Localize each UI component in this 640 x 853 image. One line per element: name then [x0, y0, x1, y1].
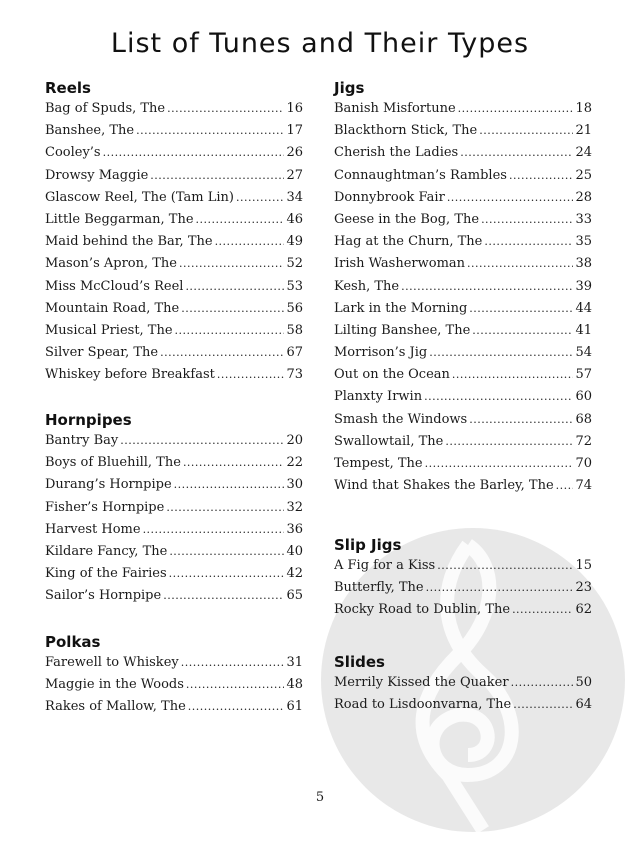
- tune-page: 36: [286, 521, 303, 537]
- tune-page: 16: [286, 101, 303, 116]
- dot-leader: [179, 253, 284, 275]
- tune-entry: [45, 674, 303, 696]
- dot-leader: [103, 142, 285, 164]
- tune-name: Blackthorn Stick, The: [334, 123, 478, 139]
- tune-page: 61: [286, 699, 303, 715]
- dot-leader: [484, 231, 573, 253]
- tune-name: Mountain Road, The: [45, 300, 180, 316]
- tune-entry: [45, 276, 303, 298]
- tune-name: Swallowtail, The: [334, 433, 444, 449]
- tune-entry: [334, 276, 592, 298]
- tune-entry: [45, 652, 303, 674]
- tune-entry: [45, 320, 303, 342]
- tune-page: 24: [575, 145, 592, 161]
- tune-page: 50: [575, 675, 592, 690]
- dot-leader: [509, 165, 573, 187]
- tune-entry: [334, 209, 592, 231]
- dot-leader: [511, 672, 574, 694]
- tune-entry: [45, 165, 303, 187]
- tune-entry: [45, 120, 303, 142]
- section-jigs: [334, 78, 592, 497]
- dot-leader: [426, 577, 574, 599]
- tune-entry: [334, 431, 592, 453]
- dot-leader: [181, 652, 285, 674]
- tune-page: 26: [286, 145, 303, 161]
- dot-leader: [143, 519, 285, 541]
- dot-leader: [236, 187, 284, 209]
- tune-page: 67: [286, 345, 303, 361]
- tune-name: Silver Spear, The: [45, 345, 159, 361]
- dot-leader: [425, 453, 574, 475]
- dot-leader: [167, 98, 284, 120]
- tune-name: Butterfly, The: [334, 580, 424, 596]
- tune-name: King of the Fairies: [45, 566, 167, 582]
- tune-page: 41: [575, 322, 592, 338]
- tune-page: 57: [575, 367, 592, 383]
- tune-name: Farewell to Whiskey: [45, 655, 179, 670]
- tune-entry: [45, 142, 303, 164]
- tune-page: 39: [575, 278, 592, 294]
- dot-leader: [472, 320, 573, 342]
- tune-entry: [334, 364, 592, 386]
- dot-leader: [215, 231, 285, 253]
- dot-leader: [196, 209, 285, 231]
- tune-entry: [334, 342, 592, 364]
- section-slip-jigs: [334, 535, 592, 622]
- dot-leader: [120, 430, 284, 452]
- dot-leader: [469, 409, 573, 431]
- tune-entry: [45, 519, 303, 541]
- tune-name: Lark in the Morning: [334, 300, 468, 316]
- tune-name: Irish Washerwoman: [334, 256, 466, 272]
- tune-name: Maid behind the Bar, The: [45, 234, 213, 250]
- tune-name: Wind that Shakes the Barley, The: [334, 478, 554, 494]
- tune-name: Glascow Reel, The (Tam Lin): [45, 189, 234, 205]
- tune-entry: [334, 298, 592, 320]
- tune-name: Cooley’s: [45, 145, 101, 161]
- dot-leader: [150, 165, 284, 187]
- tune-name: Musical Priest, The: [45, 322, 173, 338]
- section-heading: Jigs: [334, 79, 365, 97]
- dot-leader: [181, 298, 284, 320]
- tune-name: Morrison’s Jig: [334, 345, 428, 361]
- tune-name: Cherish the Ladies: [334, 145, 459, 161]
- dot-leader: [556, 475, 574, 497]
- tune-page: 25: [575, 167, 592, 183]
- dot-leader: [401, 276, 573, 298]
- dot-leader: [467, 253, 573, 275]
- tune-page: 60: [575, 389, 592, 405]
- tune-entry: [45, 187, 303, 209]
- tune-page: 73: [286, 367, 303, 383]
- tune-page: 32: [286, 499, 303, 515]
- tune-entry: [45, 497, 303, 519]
- tune-name: Bag of Spuds, The: [45, 101, 166, 116]
- tune-name: Donnybrook Fair: [334, 189, 445, 205]
- tune-name: Little Beggarman, The: [45, 211, 194, 227]
- section-heading: Slides: [334, 653, 385, 671]
- tune-name: Tempest, The: [334, 456, 423, 471]
- tune-entry: [45, 231, 303, 253]
- tune-page: 22: [286, 455, 303, 471]
- tune-page: 17: [286, 123, 303, 139]
- tune-name: Sailor’s Hornpipe: [45, 588, 162, 604]
- page-number: 5: [315, 790, 325, 805]
- tune-entry: [45, 474, 303, 496]
- dot-leader: [169, 541, 284, 563]
- tune-page: 49: [286, 234, 303, 250]
- dot-leader: [183, 452, 285, 474]
- dot-leader: [174, 474, 285, 496]
- tune-name: Bantry Bay: [45, 433, 119, 448]
- tune-page: 64: [575, 697, 592, 713]
- section-heading: Hornpipes: [45, 411, 132, 429]
- tune-name: Connaughtman’s Rambles: [334, 167, 507, 183]
- tune-name: Durang’s Hornpipe: [45, 477, 172, 493]
- tune-entry: [334, 120, 592, 142]
- tune-page: 20: [286, 433, 303, 448]
- tune-page: 52: [286, 256, 303, 272]
- tune-entry: [334, 98, 592, 120]
- tune-name: Planxty Irwin: [334, 389, 423, 405]
- tune-name: Merrily Kissed the Quaker: [334, 675, 509, 690]
- tune-entry: [334, 320, 592, 342]
- tune-page: 58: [286, 322, 303, 338]
- dot-leader: [458, 98, 574, 120]
- tune-name: Miss McCloud’s Reel: [45, 278, 184, 294]
- tune-entry: [45, 98, 303, 120]
- tune-entry: [45, 209, 303, 231]
- tune-name: Drowsy Maggie: [45, 167, 149, 183]
- dot-leader: [512, 599, 573, 621]
- tune-page: 21: [575, 123, 592, 139]
- tune-entry: [334, 409, 592, 431]
- tune-entry: [45, 585, 303, 607]
- dot-leader: [185, 276, 284, 298]
- tune-entry: [45, 342, 303, 364]
- dot-leader: [217, 364, 285, 386]
- tune-entry: [334, 577, 592, 599]
- tune-page: 23: [575, 580, 592, 596]
- tune-entry: [334, 187, 592, 209]
- tune-page: 33: [575, 211, 592, 227]
- tune-name: Boys of Bluehill, The: [45, 455, 181, 471]
- tune-entry: [334, 672, 592, 694]
- dot-leader: [445, 431, 573, 453]
- tune-entry: [45, 563, 303, 585]
- dot-leader: [429, 342, 573, 364]
- tune-page: 31: [286, 655, 303, 670]
- tune-entry: [334, 694, 592, 716]
- tune-page: 15: [575, 558, 592, 573]
- dot-leader: [460, 142, 573, 164]
- tune-page: 35: [575, 234, 592, 250]
- tune-page: 70: [575, 456, 592, 471]
- tune-entry: [334, 386, 592, 408]
- dot-leader: [479, 120, 573, 142]
- tune-page: 65: [286, 588, 303, 604]
- tune-name: Rakes of Mallow, The: [45, 699, 186, 715]
- tune-page: 46: [286, 211, 303, 227]
- section-reels: [45, 78, 303, 386]
- tune-entry: [45, 696, 303, 718]
- section-hornpipes: [45, 410, 303, 608]
- tune-name: Kildare Fancy, The: [45, 543, 168, 559]
- dot-leader: [513, 694, 573, 716]
- tune-entry: [334, 142, 592, 164]
- tune-page: 62: [575, 602, 592, 618]
- tune-name: Fisher’s Hornpipe: [45, 499, 165, 515]
- dot-leader: [447, 187, 574, 209]
- tune-page: 40: [286, 543, 303, 559]
- tune-entry: [334, 453, 592, 475]
- tune-page: 34: [286, 189, 303, 205]
- tune-name: Kesh, The: [334, 278, 400, 294]
- tune-page: 18: [575, 101, 592, 116]
- tune-page: 38: [575, 256, 592, 272]
- tune-page: 74: [575, 478, 592, 494]
- tune-name: A Fig for a Kiss: [334, 558, 436, 573]
- tune-page: 28: [575, 189, 592, 205]
- tune-name: Lilting Banshee, The: [334, 322, 471, 338]
- tune-entry: [334, 555, 592, 577]
- tune-name: Mason’s Apron, The: [45, 256, 177, 272]
- dot-leader: [163, 585, 284, 607]
- dot-leader: [175, 320, 285, 342]
- tune-name: Maggie in the Woods: [45, 677, 184, 693]
- dot-leader: [136, 120, 284, 142]
- tune-name: Banshee, The: [45, 123, 135, 139]
- tune-page: 72: [575, 433, 592, 449]
- tune-entry: [45, 298, 303, 320]
- tune-page: 56: [286, 300, 303, 316]
- dot-leader: [481, 209, 573, 231]
- tune-page: 44: [575, 300, 592, 316]
- tune-page: 27: [286, 167, 303, 183]
- tune-page: 48: [286, 677, 303, 693]
- tune-name: Smash the Windows: [334, 411, 468, 427]
- tune-entry: [45, 364, 303, 386]
- dot-leader: [437, 555, 573, 577]
- dot-leader: [452, 364, 574, 386]
- tune-entry: [334, 475, 592, 497]
- section-slides: [334, 652, 592, 716]
- tune-entry: [45, 253, 303, 275]
- tune-name: Hag at the Churn, The: [334, 234, 483, 250]
- tune-name: Rocky Road to Dublin, The: [334, 602, 511, 618]
- tune-entry: [334, 231, 592, 253]
- tune-name: Road to Lisdoonvarna, The: [334, 697, 512, 713]
- tune-page: 68: [575, 411, 592, 427]
- tune-name: Whiskey before Breakfast: [45, 367, 215, 383]
- section-polkas: [45, 632, 303, 719]
- section-heading: Polkas: [45, 633, 101, 651]
- dot-leader: [424, 386, 573, 408]
- tune-entry: [334, 599, 592, 621]
- tune-name: Geese in the Bog, The: [334, 211, 480, 227]
- section-heading: Reels: [45, 79, 91, 97]
- section-heading: Slip Jigs: [334, 536, 402, 554]
- tune-page: 30: [286, 477, 303, 493]
- tune-entry: [334, 253, 592, 275]
- tune-page: 54: [575, 345, 592, 361]
- tune-entry: [334, 165, 592, 187]
- tune-page: 53: [286, 278, 303, 294]
- dot-leader: [169, 563, 285, 585]
- tune-entry: [45, 430, 303, 452]
- tune-entry: [45, 541, 303, 563]
- dot-leader: [166, 497, 284, 519]
- tune-page: 42: [286, 566, 303, 582]
- page-title: List of Tunes and Their Types: [110, 28, 530, 59]
- tune-name: Harvest Home: [45, 521, 141, 537]
- dot-leader: [186, 674, 285, 696]
- tune-entry: [45, 452, 303, 474]
- dot-leader: [188, 696, 285, 718]
- dot-leader: [469, 298, 573, 320]
- dot-leader: [160, 342, 284, 364]
- tune-name: Out on the Ocean: [334, 367, 450, 383]
- tune-name: Banish Misfortune: [334, 101, 456, 116]
